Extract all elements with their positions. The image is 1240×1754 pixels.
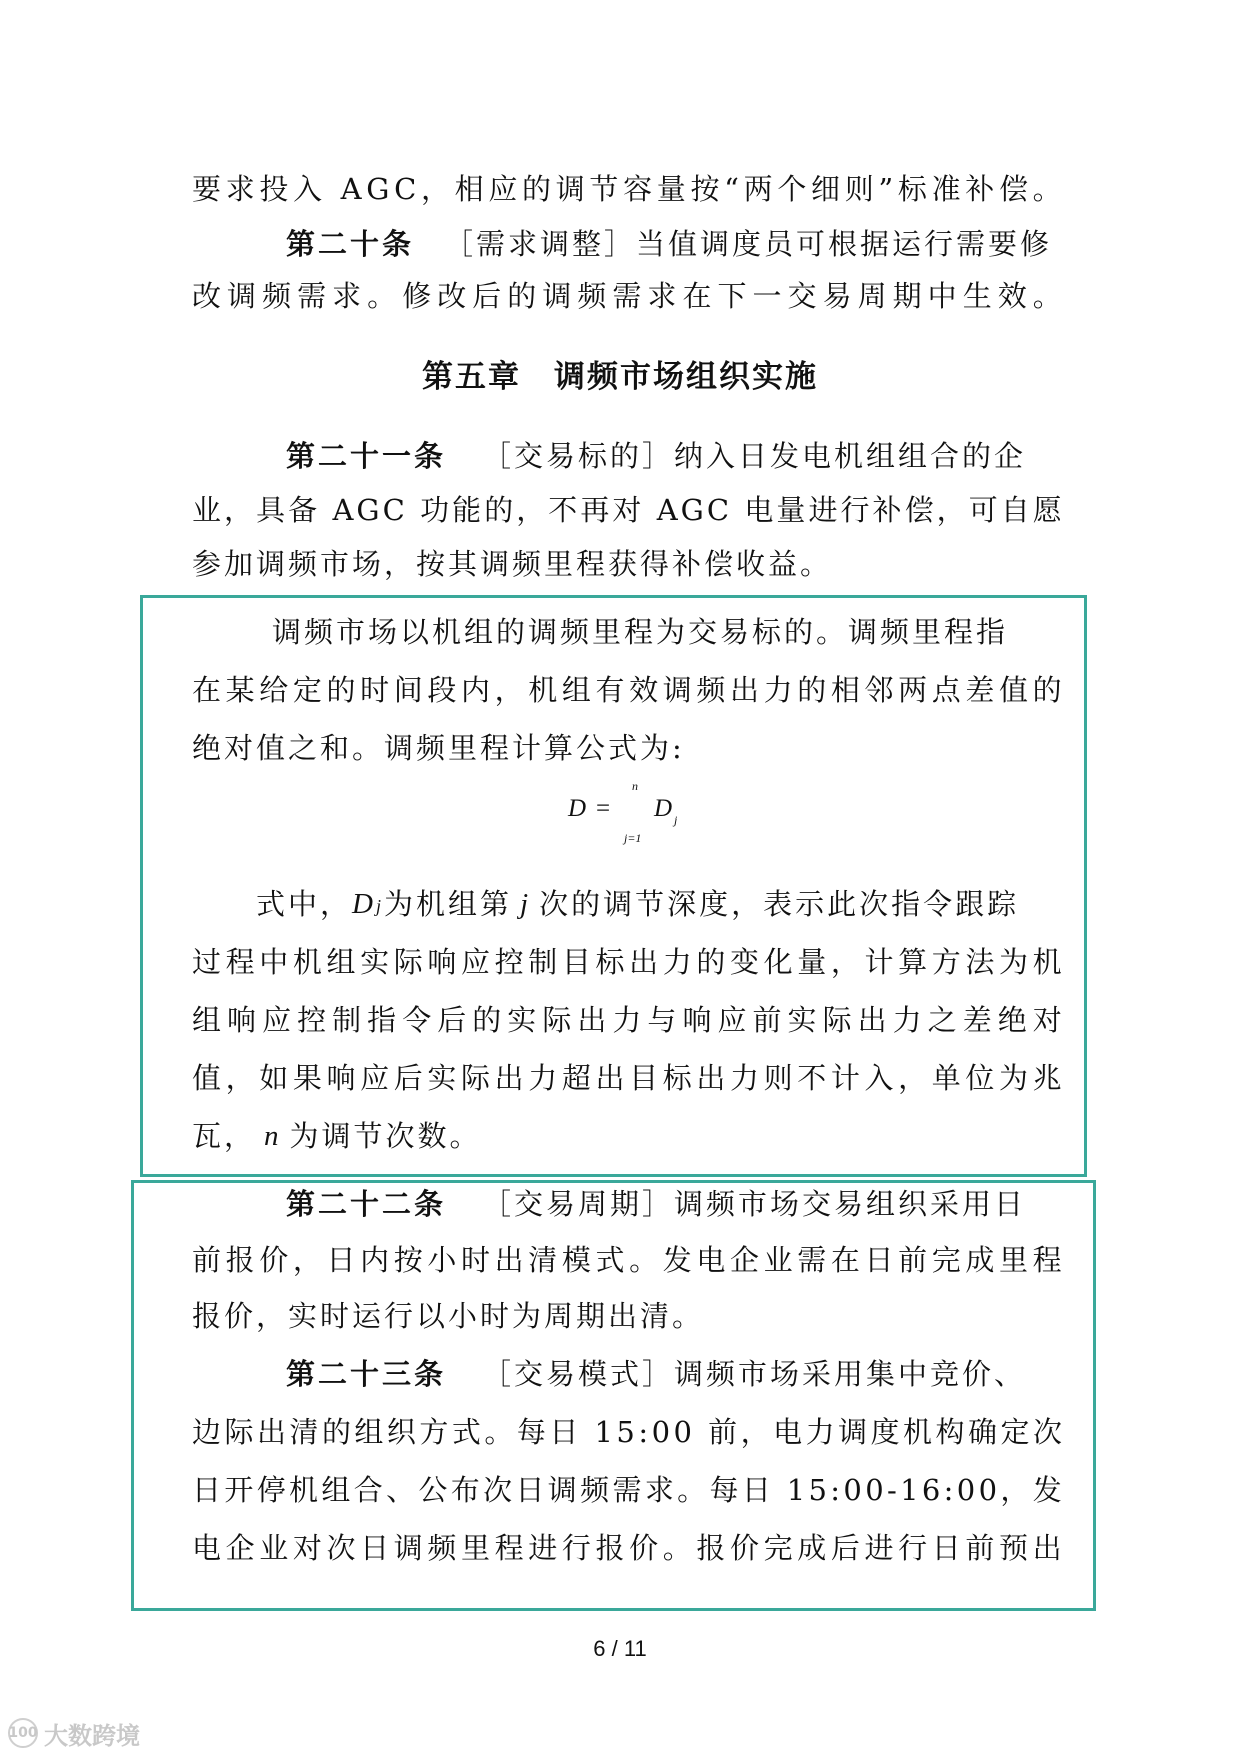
box1-text: 为机组第 [383, 887, 512, 921]
article-23-text: ［交易模式］调频市场采用集中竞价、 [482, 1357, 1027, 1391]
article-22-text: ［交易周期］调频市场交易组织采用日 [482, 1187, 1027, 1221]
body-line: 要 求 投 入 A G C ， 相 应 的 调 节 容 量 按 “ 两 个 细 则 ” 标 准 补 偿 。 [192, 172, 1062, 206]
variable-d-subscript: j [375, 896, 384, 916]
formula-upper-limit: n [632, 779, 638, 793]
formula-lower-limit: j=1 [624, 831, 642, 845]
article-20-label: 第二十条 [286, 227, 415, 261]
article-23-line [192, 1350, 1062, 1398]
box1-line [192, 1112, 1062, 1160]
box1-line: 组 响 应 控 制 指 令 后 的 实 际 出 力 与 响 应 前 实 际 出 力 之 差 绝 对 [192, 1003, 1062, 1037]
watermark-text: 大数跨境 [44, 1721, 140, 1750]
box1-text: 瓦， [192, 1119, 257, 1153]
watermark-logo-icon: 100 [8, 1718, 38, 1748]
formula-lhs: D [568, 795, 587, 822]
formula-equals: = [596, 795, 611, 822]
body-line: 参加调频市场，按其调频里程获得补偿收益。 [192, 547, 833, 581]
body-line: 改 调 频 需 求 。 修 改 后 的 调 频 需 求 在 下 一 交 易 周 期 中 生 效 。 [192, 279, 1062, 313]
page-number: 6 / 11 [593, 1636, 647, 1661]
box1-text: 调频市场以机组的调频里程为交易标的。调频里程指 [272, 615, 1009, 649]
article-22-line [192, 1180, 1062, 1228]
article-23-label: 第二十三条 [286, 1357, 447, 1391]
box1-line: 过 程 中 机 组 实 际 响 应 控 制 目 标 出 力 的 变 化 量 ， 计 算 方 法 为 机 [192, 945, 1062, 979]
article-21-line [192, 432, 1062, 480]
watermark [8, 1716, 140, 1750]
box1-line [192, 880, 1062, 928]
article-20-text: ［需求调整］当值调度员可根据运行需要修 [444, 227, 1053, 261]
box1-line: 在 某 给 定 的 时 间 段 内 ， 机 组 有 效 调 频 出 力 的 相 邻 两 点 差 值 的 [192, 673, 1062, 707]
body-line: 业 ， 具 备 A G C 功 能 的 ， 不 再 对 A G C 电 量 进 行 补 偿 ， 可 自 愿 [192, 493, 1062, 527]
chapter-heading: 第五章 调频市场组织实施 [422, 359, 818, 395]
box2-line: 电 企 业 对 次 日 调 频 里 程 进 行 报 价 。 报 价 完 成 后 进 行 日 前 预 出 [192, 1531, 1062, 1565]
formula-rhs: D [654, 795, 673, 822]
box1-text: 式中， [256, 887, 353, 921]
article-21-text: ［交易标的］纳入日发电机组组合的企 [482, 439, 1027, 473]
box1-line [192, 608, 1062, 656]
variable-n: n [264, 1120, 282, 1152]
box1-line: 值 ， 如 果 响 应 后 实 际 出 力 超 出 目 标 出 力 则 不 计 入 ， 单 位 为 兆 [192, 1061, 1062, 1095]
article-21-label: 第二十一条 [286, 439, 447, 473]
box2-line: 报价，实时运行以小时为周期出清。 [192, 1299, 705, 1333]
article-22-label: 第二十二条 [286, 1187, 447, 1221]
formula-rhs-subscript: j [674, 813, 678, 827]
box2-line: 日 开 停 机 组 合 、 公 布 次 日 调 频 需 求 。 每 日 1 5 : 0 0 - 1 6 : 0 0 ， 发 [192, 1473, 1062, 1507]
box1-line: 绝对值之和。调频里程计算公式为: [192, 731, 685, 765]
box1-text: 次的调节深度，表示此次指令跟踪 [539, 887, 1020, 921]
article-20-line [192, 220, 1062, 268]
variable-j: j [520, 888, 532, 920]
box2-line: 边 际 出 清 的 组 织 方 式 。 每 日 1 5 : 0 0 前 ， 电 力 调 度 机 构 确 定 次 [192, 1415, 1062, 1449]
variable-d: D [352, 888, 376, 920]
mileage-formula [560, 775, 720, 855]
box2-line: 前 报 价 ， 日 内 按 小 时 出 清 模 式 。 发 电 企 业 需 在 日 前 完 成 里 程 [192, 1243, 1062, 1277]
box1-text: 为调节次数。 [289, 1119, 482, 1153]
